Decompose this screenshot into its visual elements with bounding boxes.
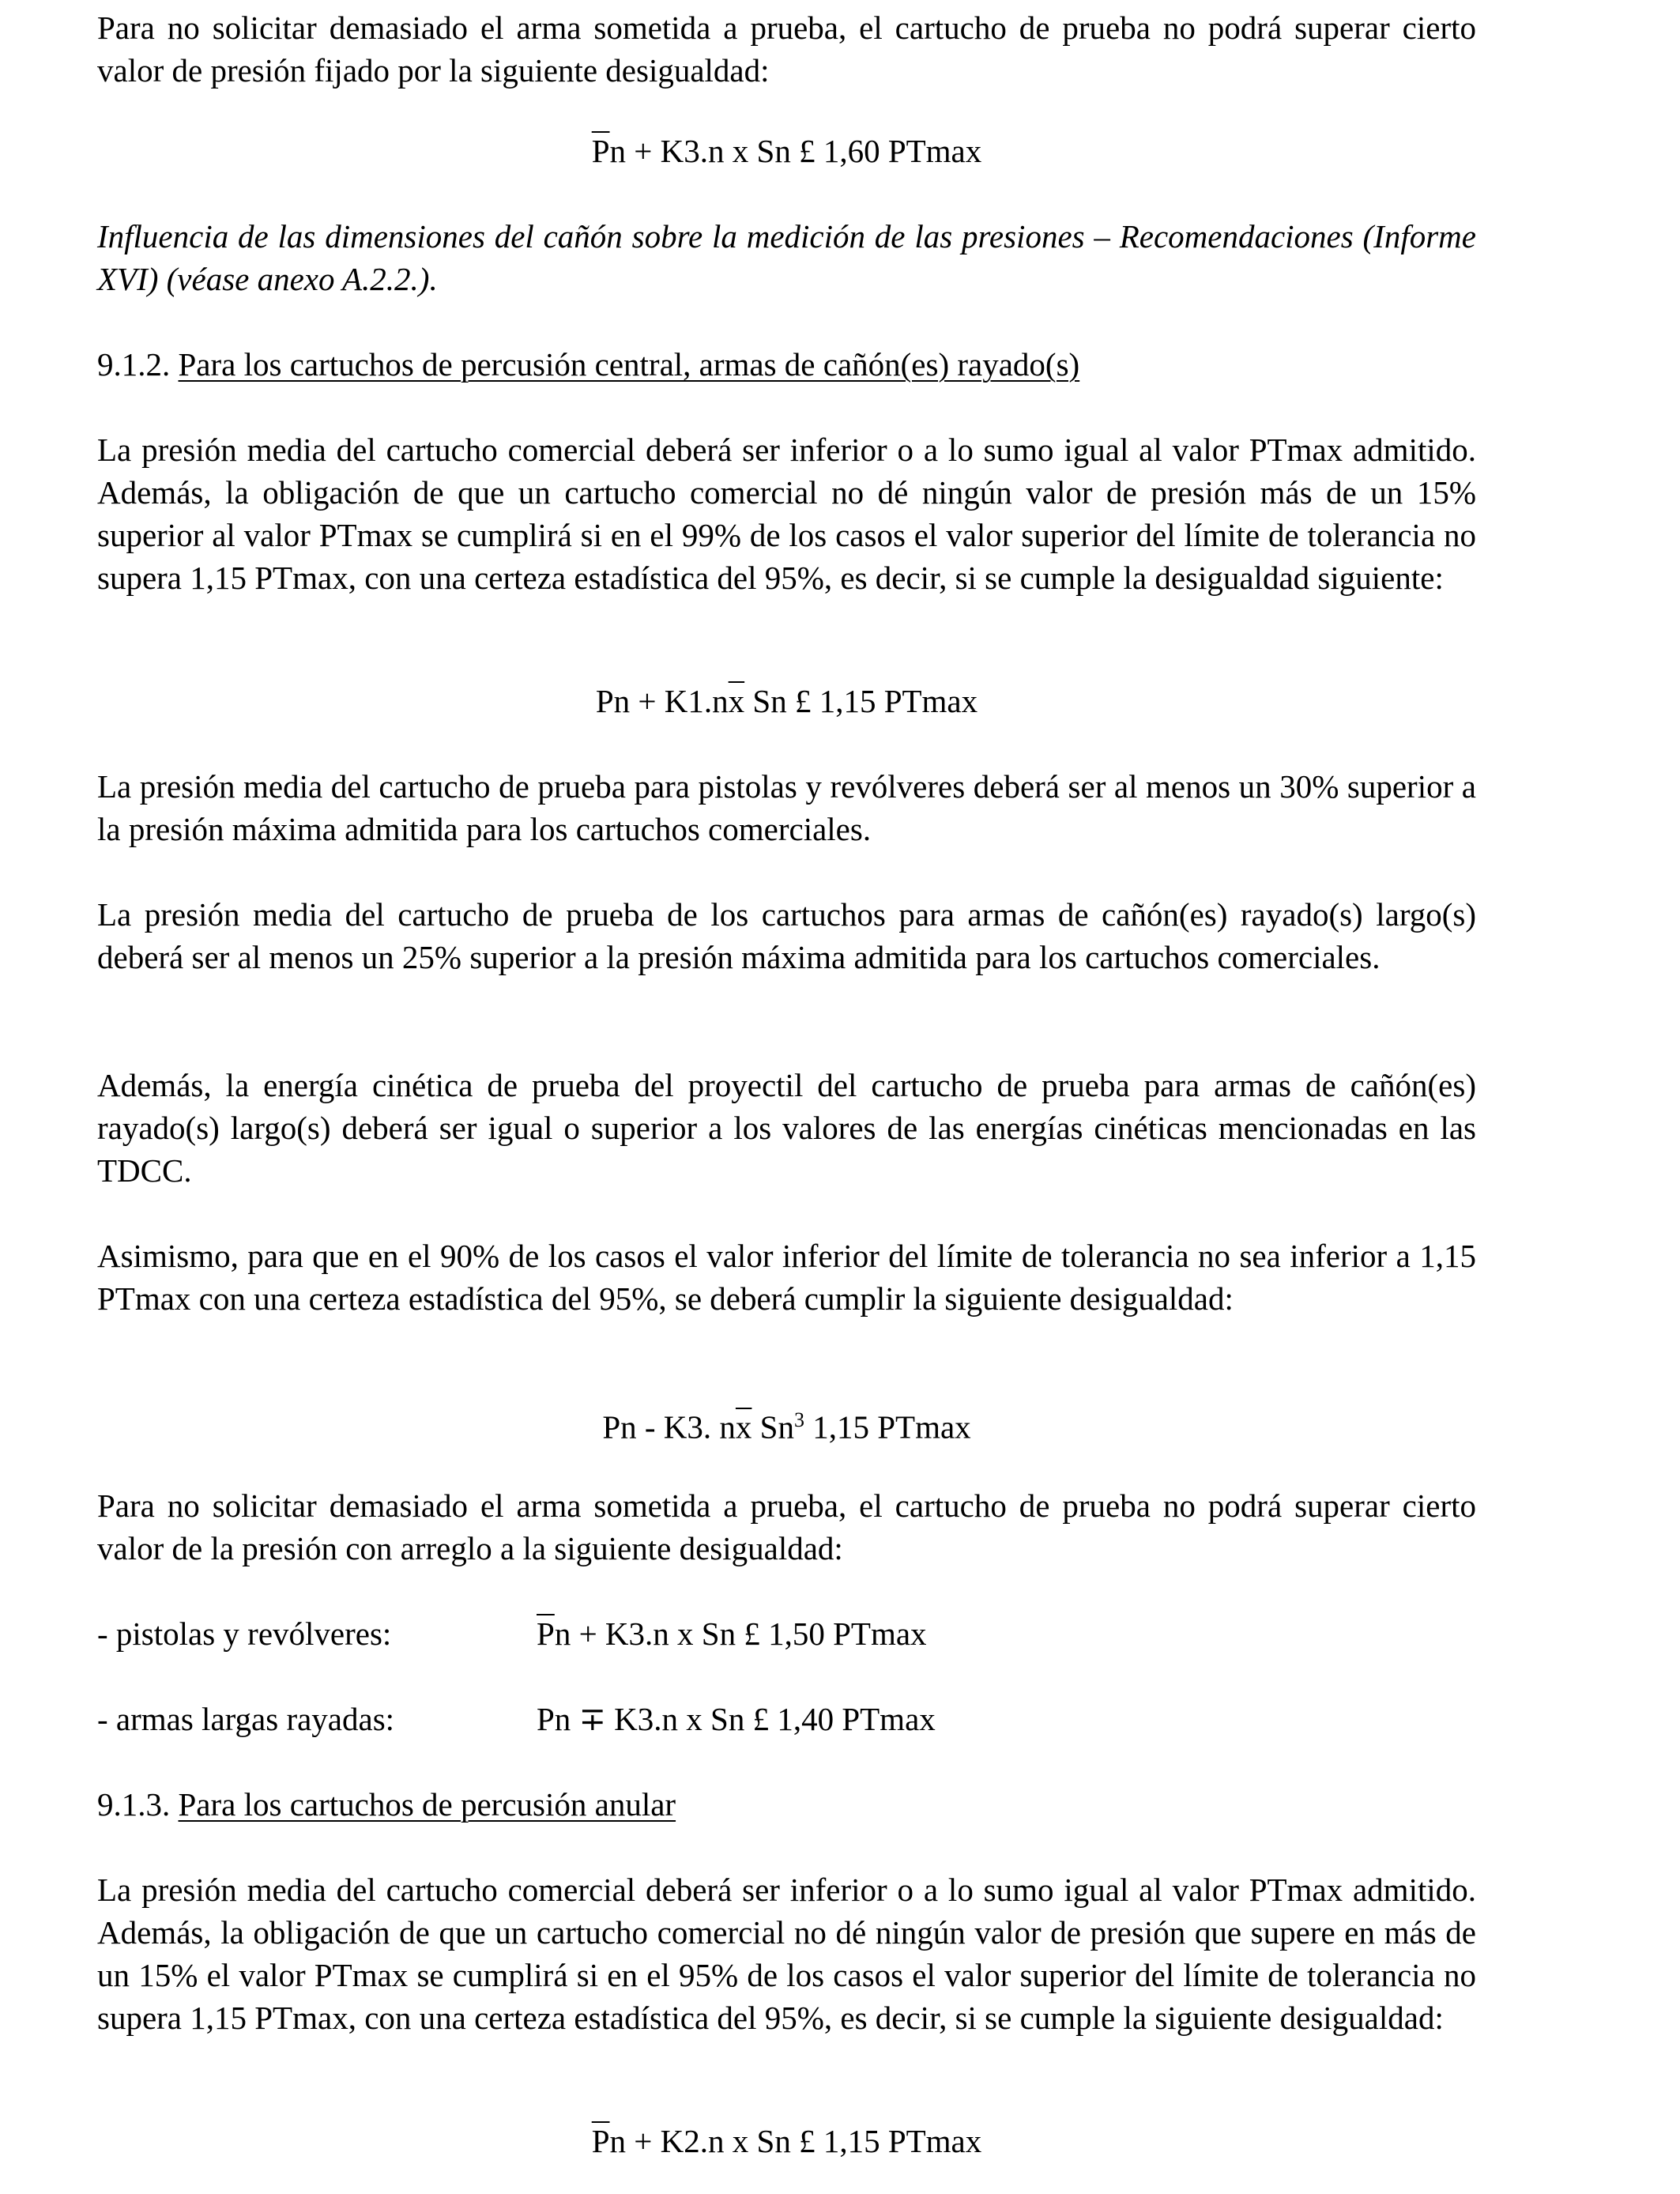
section-heading-9-1-3 — [97, 1783, 1476, 1826]
formula-1-rest: n + K3.n x Sn £ 1,60 PTmax — [609, 133, 982, 169]
list-item-pistols-label: - pistolas y revólveres: — [97, 1615, 392, 1652]
paragraph-pistols: La presión media del cartucho de prueba para pistolas y revólveres deberá ser al menos un 30% superior a la presión máxima admitida para los cartuchos comerciales. — [97, 768, 1476, 847]
section-heading-9-1-2 — [97, 343, 1476, 386]
list-item-long-arms-part-a: Pn — [537, 1701, 579, 1737]
paragraph-central-fire: La presión media del cartucho comercial deberá ser inferior o a lo sumo igual al valor PTmax admitido. Además, la obligación de que un cartucho comercial no dé ningún valor de presión más de un 15% superior al valor PTmax se cumplirá si en el 99% de los casos el valor superior del límite de tolerancia no supera 1,15 PTmax, con una certeza estadística del 95%, es decir, si se cumple la desigualdad siguiente: — [97, 432, 1476, 596]
formula-2 — [97, 680, 1476, 722]
section-title: Para los cartuchos de percusión central, armas de cañón(es) rayado(s) — [178, 346, 1080, 383]
formula-3 — [97, 1399, 1476, 1449]
list-item-long-arms-formula-rest: K3.n x Sn £ 1,40 PTmax — [605, 1701, 936, 1737]
section-number: 9.1.3. — [97, 1786, 171, 1823]
formula-3-superscript: 3 — [793, 1408, 804, 1431]
paragraph-limit-pressure: Para no solicitar demasiado el arma sometida a prueba, el cartucho de prueba no podrá superar cierto valor de la presión con arreglo a la siguiente desigualdad: — [97, 1487, 1476, 1566]
formula-1-overlined-p: $\overline{P}$ — [591, 133, 610, 169]
formula-4-overlined-p: $\overline{P}$ — [591, 2123, 610, 2159]
paragraph-rimfire: La presión media del cartucho comercial deberá ser inferior o a lo sumo igual al valor PTmax admitido. Además, la obligación de que un cartucho comercial no dé ningún valor de presión que supere en más de un 15% el valor PTmax se cumplirá si en el 95% de los casos el valor superior del límite de tolerancia no supera 1,15 PTmax, con una certeza estadística del 95%, es decir, si se cumple la siguiente desigualdad: — [97, 1872, 1476, 2036]
list-item-pistols-formula-rest: n + K3.n x Sn £ 1,50 PTmax — [554, 1615, 927, 1652]
formula-4-rest: n + K2.n x Sn £ 1,15 PTmax — [609, 2123, 982, 2159]
list-item-long-arms-label: - armas largas rayadas: — [97, 1701, 395, 1737]
formula-3-part-b: Sn — [751, 1408, 794, 1446]
list-item-pistols-formula — [537, 1612, 927, 1655]
paragraph-long-arms: La presión media del cartucho de prueba de los cartuchos para armas de cañón(es) rayado(s) largo(s) deberá ser al menos un 25% superior a la presión máxima admitida para los cartuchos comerciales. — [97, 896, 1476, 975]
list-item-long-arms — [97, 1698, 1476, 1740]
formula-2-part-b: Sn £ 1,15 PTmax — [744, 683, 978, 719]
section-title: Para los cartuchos de percusión anular — [178, 1786, 676, 1823]
italic-reference: Influencia de las dimensiones del cañón sobre la medición de las presiones – Recomendaciones (Informe XVI) (véase anexo A.2.2.). — [97, 218, 1476, 297]
formula-3-overlined-x: $\overline{x}$ — [735, 1408, 752, 1446]
formula-1 — [97, 130, 1476, 172]
list-item-long-arms-formula — [537, 1698, 936, 1740]
paragraph-lower-tolerance: Asimismo, para que en el 90% de los casos el valor inferior del límite de tolerancia no sea inferior a 1,15 PTmax con una certeza estadística del 95%, se deberá cumplir la siguiente desigualdad: — [97, 1238, 1476, 1317]
paragraph-kinetic-energy: Además, la energía cinética de prueba del proyectil del cartucho de prueba para armas de cañón(es) rayado(s) largo(s) deberá ser igual o superior a los valores de las energías cinéticas mencionadas en las TDCC. — [97, 1067, 1476, 1189]
formula-2-overlined-x: $\overline{x}$ — [728, 683, 745, 719]
formula-3-part-a: Pn - K3. n — [602, 1408, 736, 1446]
paragraph-intro: Para no solicitar demasiado el arma sometida a prueba, el cartucho de prueba no podrá superar cierto valor de presión fijado por la siguiente desigualdad: — [97, 9, 1476, 89]
section-number: 9.1.2. — [97, 346, 171, 383]
minus-plus-symbol: ∓ — [578, 1701, 606, 1737]
formula-4 — [97, 2120, 1476, 2162]
formula-2-part-a: Pn + K1.n — [595, 683, 729, 719]
list-item-pistols — [97, 1612, 1476, 1655]
list-item-pistols-overlined-p: $\overline{P}$ — [537, 1615, 555, 1652]
formula-3-part-c: 1,15 PTmax — [804, 1408, 971, 1446]
